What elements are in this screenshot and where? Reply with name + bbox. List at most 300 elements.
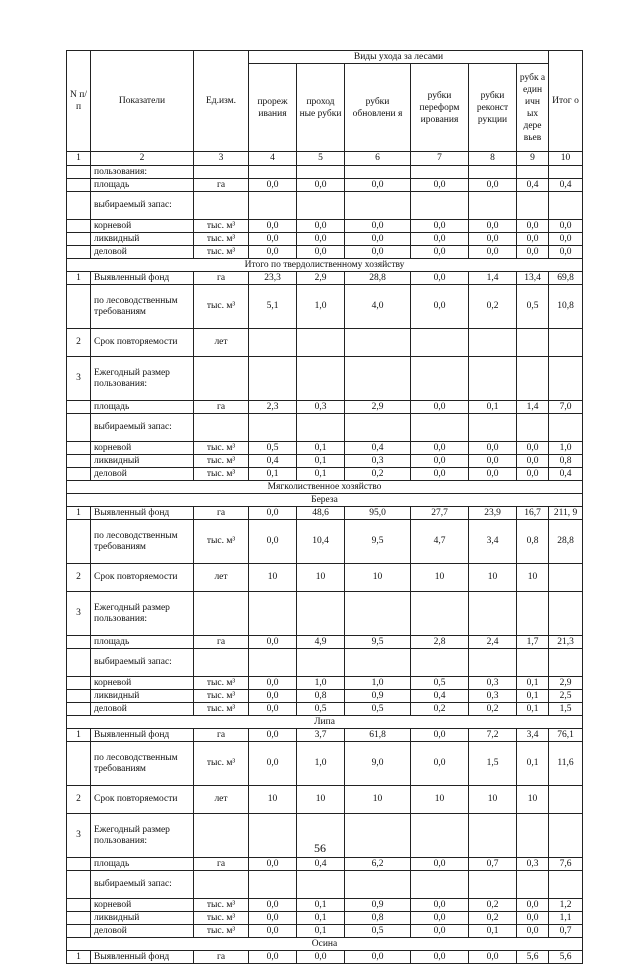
value-cell: 0,9 [345,899,411,912]
species-heading: Осина [67,938,583,951]
value-cell [345,329,411,357]
value-cell: 0,5 [411,677,469,690]
table-row [67,899,583,912]
row-number-cell: 1 [67,729,91,742]
table-row [67,179,583,192]
value-cell: 10,8 [549,285,583,329]
unit-cell [194,592,249,636]
value-cell: 5,1 [249,285,297,329]
header-care-type: проход ные рубки [297,64,345,152]
value-cell: 0,0 [517,442,549,455]
unit-cell: га [194,272,249,285]
indicator-cell: ликвидный [91,912,194,925]
unit-cell [194,357,249,401]
value-cell: 0,3 [517,858,549,871]
indicator-cell: выбираемый запас: [91,192,194,220]
value-cell: 0,2 [469,703,517,716]
table-row [67,401,583,414]
unit-cell: тыс. м³ [194,690,249,703]
indicator-cell: ликвидный [91,455,194,468]
row-number-cell: 1 [67,951,91,964]
table-row [67,166,583,179]
value-cell [517,871,549,899]
value-cell: 0,8 [297,690,345,703]
value-cell: 2,3 [249,401,297,414]
value-cell: 0,1 [249,468,297,481]
unit-cell: тыс. м³ [194,677,249,690]
value-cell [469,357,517,401]
value-cell: 0,0 [345,233,411,246]
value-cell: 10 [517,786,549,814]
unit-cell [194,414,249,442]
value-cell [345,192,411,220]
value-cell [469,414,517,442]
value-cell: 0,0 [345,179,411,192]
table-row [67,786,583,814]
value-cell [549,564,583,592]
unit-cell [194,649,249,677]
table-row [67,192,583,220]
value-cell: 0,8 [549,455,583,468]
value-cell: 0,3 [297,401,345,414]
value-cell: 0,3 [469,677,517,690]
indicator-cell: площадь [91,636,194,649]
indicator-cell: пользования: [91,166,194,179]
value-cell: 6,2 [345,858,411,871]
table-row [67,272,583,285]
value-cell [411,871,469,899]
column-number: 3 [194,152,249,166]
value-cell [249,329,297,357]
value-cell: 0,0 [345,220,411,233]
value-cell: 0,1 [517,703,549,716]
value-cell: 0,0 [469,455,517,468]
value-cell: 2,4 [469,636,517,649]
column-number: 4 [249,152,297,166]
value-cell: 0,0 [297,179,345,192]
row-number-cell [67,690,91,703]
value-cell: 1,4 [469,272,517,285]
value-cell [345,871,411,899]
value-cell: 0,0 [411,442,469,455]
unit-cell: га [194,179,249,192]
value-cell: 0,0 [517,468,549,481]
value-cell: 1,5 [469,742,517,786]
value-cell: 4,0 [345,285,411,329]
value-cell [249,592,297,636]
row-number-cell: 3 [67,592,91,636]
header-care-types-group: Виды ухода за лесами [249,51,549,64]
value-cell: 0,1 [297,925,345,938]
column-number: 8 [469,152,517,166]
indicator-cell: ликвидный [91,233,194,246]
value-cell: 0,0 [249,677,297,690]
value-cell: 10 [345,564,411,592]
indicator-cell: по лесоводственным требованиям [91,285,194,329]
value-cell [411,166,469,179]
unit-cell: га [194,401,249,414]
value-cell: 0,0 [469,220,517,233]
column-number: 7 [411,152,469,166]
value-cell: 0,0 [249,742,297,786]
value-cell: 0,2 [469,285,517,329]
value-cell [411,592,469,636]
value-cell [297,357,345,401]
unit-cell: тыс. м³ [194,455,249,468]
unit-cell: га [194,636,249,649]
value-cell: 0,0 [549,246,583,259]
value-cell: 0,1 [297,442,345,455]
value-cell [411,192,469,220]
value-cell: 0,2 [469,899,517,912]
value-cell: 1,4 [517,401,549,414]
unit-cell: тыс. м³ [194,742,249,786]
column-number: 9 [517,152,549,166]
value-cell: 0,4 [345,442,411,455]
value-cell: 0,0 [249,951,297,964]
value-cell [469,592,517,636]
value-cell: 7,0 [549,401,583,414]
value-cell [469,871,517,899]
row-number-cell [67,899,91,912]
value-cell [549,357,583,401]
indicator-cell: деловой [91,703,194,716]
table-row [67,729,583,742]
value-cell: 0,1 [297,912,345,925]
value-cell [517,592,549,636]
row-number-cell: 2 [67,329,91,357]
species-heading-row [67,494,583,507]
value-cell: 0,1 [297,899,345,912]
value-cell: 1,0 [297,677,345,690]
row-number-cell: 1 [67,507,91,520]
value-cell: 10 [297,564,345,592]
unit-cell: лет [194,786,249,814]
row-number-cell [67,401,91,414]
value-cell [411,649,469,677]
column-number: 10 [549,152,583,166]
value-cell [297,414,345,442]
value-cell: 0,0 [411,246,469,259]
value-cell: 1,0 [549,442,583,455]
indicator-cell: Ежегодный размер пользования: [91,592,194,636]
header-col-number: N п/ п [67,51,91,152]
value-cell: 0,0 [517,233,549,246]
value-cell [517,414,549,442]
value-cell: 0,0 [249,899,297,912]
value-cell: 10 [469,786,517,814]
forest-care-table [66,50,583,964]
value-cell: 0,0 [549,233,583,246]
species-heading: Береза [67,494,583,507]
indicator-cell: площадь [91,401,194,414]
value-cell: 2,8 [411,636,469,649]
value-cell: 0,0 [345,246,411,259]
indicator-cell: корневой [91,899,194,912]
unit-cell [194,192,249,220]
table-row [67,912,583,925]
value-cell [549,414,583,442]
section-heading: Итого по твердолиственному хозяйству [67,259,583,272]
value-cell [549,592,583,636]
table-row [67,220,583,233]
value-cell: 0,1 [469,401,517,414]
value-cell: 2,9 [549,677,583,690]
value-cell [297,166,345,179]
value-cell: 211, 9 [549,507,583,520]
unit-cell: тыс. м³ [194,220,249,233]
row-number-cell [67,220,91,233]
value-cell: 4,9 [297,636,345,649]
column-number: 2 [91,152,194,166]
value-cell [411,329,469,357]
table-row [67,951,583,964]
unit-cell: га [194,729,249,742]
header-care-type: рубк а един ичн ых дере вьев [517,64,549,152]
value-cell: 10 [249,786,297,814]
indicator-cell: Ежегодный размер пользования: [91,357,194,401]
value-cell: 10 [297,786,345,814]
value-cell: 10 [249,564,297,592]
indicator-cell: Ежегодный размер пользования: [91,814,194,858]
value-cell: 0,0 [249,246,297,259]
value-cell [345,649,411,677]
row-number-cell [67,871,91,899]
value-cell: 0,9 [345,690,411,703]
header-col-unit: Ед.изм. [194,51,249,152]
value-cell: 0,0 [249,520,297,564]
value-cell: 1,2 [549,899,583,912]
value-cell: 0,0 [517,912,549,925]
unit-cell: тыс. м³ [194,246,249,259]
value-cell [549,329,583,357]
row-number-cell: 2 [67,786,91,814]
value-cell [549,166,583,179]
unit-cell: тыс. м³ [194,703,249,716]
value-cell: 0,4 [549,468,583,481]
row-number-cell: 1 [67,272,91,285]
value-cell [345,166,411,179]
row-number-cell [67,192,91,220]
value-cell: 0,4 [411,690,469,703]
value-cell: 23,9 [469,507,517,520]
header-care-type: прореж ивания [249,64,297,152]
value-cell: 0,0 [249,220,297,233]
column-number: 1 [67,152,91,166]
header-col-total: Итог о [549,51,583,152]
value-cell: 0,0 [297,246,345,259]
value-cell: 10 [411,786,469,814]
value-cell: 2,5 [549,690,583,703]
value-cell: 0,8 [517,520,549,564]
unit-cell: га [194,858,249,871]
value-cell: 11,6 [549,742,583,786]
indicator-cell: деловой [91,925,194,938]
indicator-cell: Выявленный фонд [91,507,194,520]
value-cell: 0,0 [411,401,469,414]
value-cell: 28,8 [345,272,411,285]
value-cell: 0,0 [469,233,517,246]
value-cell [469,329,517,357]
indicator-cell: по лесоводственным требованиям [91,520,194,564]
value-cell: 0,0 [345,951,411,964]
table-row [67,357,583,401]
indicator-cell: выбираемый запас: [91,414,194,442]
column-number: 5 [297,152,345,166]
table-row [67,592,583,636]
row-number-cell [67,703,91,716]
value-cell: 0,5 [517,285,549,329]
page-number: 56 [314,841,326,855]
value-cell: 1,0 [345,677,411,690]
indicator-cell: корневой [91,220,194,233]
value-cell: 69,8 [549,272,583,285]
value-cell: 3,4 [517,729,549,742]
value-cell [517,329,549,357]
value-cell: 0,5 [345,925,411,938]
value-cell: 10 [469,564,517,592]
value-cell: 28,8 [549,520,583,564]
value-cell [249,166,297,179]
table-row [67,703,583,716]
value-cell: 0,0 [249,925,297,938]
value-cell: 0,1 [297,468,345,481]
unit-cell: тыс. м³ [194,285,249,329]
header-care-type: рубки обновлени я [345,64,411,152]
section-heading-row [67,481,583,494]
value-cell: 0,0 [411,468,469,481]
value-cell [249,192,297,220]
value-cell [517,649,549,677]
row-number-cell [67,468,91,481]
row-number-cell [67,649,91,677]
value-cell: 0,0 [411,179,469,192]
indicator-cell: выбираемый запас: [91,871,194,899]
header-col-indicator: Показатели [91,51,194,152]
row-number-cell [67,455,91,468]
value-cell: 0,0 [249,179,297,192]
unit-cell: лет [194,564,249,592]
value-cell: 9,0 [345,742,411,786]
value-cell: 0,0 [411,912,469,925]
value-cell [249,414,297,442]
value-cell: 95,0 [345,507,411,520]
section-heading: Мягколиственное хозяйство [67,481,583,494]
value-cell [249,871,297,899]
value-cell [549,871,583,899]
indicator-cell: Срок повторяемости [91,564,194,592]
value-cell: 0,0 [469,951,517,964]
unit-cell [194,166,249,179]
value-cell: 0,1 [517,690,549,703]
value-cell: 0,1 [297,455,345,468]
value-cell: 0,0 [297,951,345,964]
value-cell: 2,9 [345,401,411,414]
unit-cell: га [194,951,249,964]
column-number-row [67,152,583,166]
value-cell: 0,2 [469,912,517,925]
table-row [67,520,583,564]
value-cell: 0,2 [411,703,469,716]
value-cell: 7,2 [469,729,517,742]
value-cell [249,357,297,401]
value-cell: 0,0 [249,690,297,703]
value-cell [297,192,345,220]
value-cell [469,649,517,677]
value-cell: 0,3 [345,455,411,468]
value-cell: 61,8 [345,729,411,742]
value-cell: 10 [345,786,411,814]
table-row [67,414,583,442]
value-cell: 13,4 [517,272,549,285]
indicator-cell: Срок повторяемости [91,329,194,357]
value-cell: 48,6 [297,507,345,520]
value-cell: 0,0 [249,729,297,742]
table-row [67,649,583,677]
row-number-cell [67,179,91,192]
value-cell: 0,5 [345,703,411,716]
value-cell [411,414,469,442]
value-cell: 0,2 [345,468,411,481]
value-cell: 1,0 [297,285,345,329]
table-row [67,246,583,259]
value-cell: 0,0 [411,925,469,938]
unit-cell: тыс. м³ [194,925,249,938]
table-row [67,871,583,899]
row-number-cell [67,742,91,786]
value-cell: 0,0 [517,246,549,259]
row-number-cell: 3 [67,357,91,401]
row-number-cell [67,858,91,871]
row-number-cell [67,233,91,246]
value-cell: 0,0 [249,703,297,716]
value-cell: 0,0 [249,912,297,925]
value-cell: 0,0 [517,925,549,938]
value-cell: 0,0 [517,220,549,233]
value-cell: 0,4 [517,179,549,192]
value-cell: 0,0 [469,468,517,481]
table-row [67,329,583,357]
row-number-cell [67,925,91,938]
unit-cell: тыс. м³ [194,520,249,564]
value-cell [517,357,549,401]
header-care-type: рубки реконст рукции [469,64,517,152]
value-cell: 0,0 [297,233,345,246]
value-cell [549,649,583,677]
indicator-cell: выбираемый запас: [91,649,194,677]
row-number-cell: 2 [67,564,91,592]
value-cell: 0,4 [249,455,297,468]
value-cell: 23,3 [249,272,297,285]
value-cell: 0,0 [517,899,549,912]
value-cell [345,592,411,636]
table-row [67,690,583,703]
value-cell: 0,3 [469,690,517,703]
value-cell: 7,6 [549,858,583,871]
value-cell: 5,6 [517,951,549,964]
indicator-cell: Выявленный фонд [91,951,194,964]
value-cell: 76,1 [549,729,583,742]
value-cell: 0,0 [411,272,469,285]
value-cell [297,329,345,357]
table-row [67,442,583,455]
value-cell [249,649,297,677]
indicator-cell: площадь [91,179,194,192]
value-cell: 16,7 [517,507,549,520]
value-cell: 1,1 [549,912,583,925]
value-cell: 0,0 [249,858,297,871]
table-row [67,858,583,871]
